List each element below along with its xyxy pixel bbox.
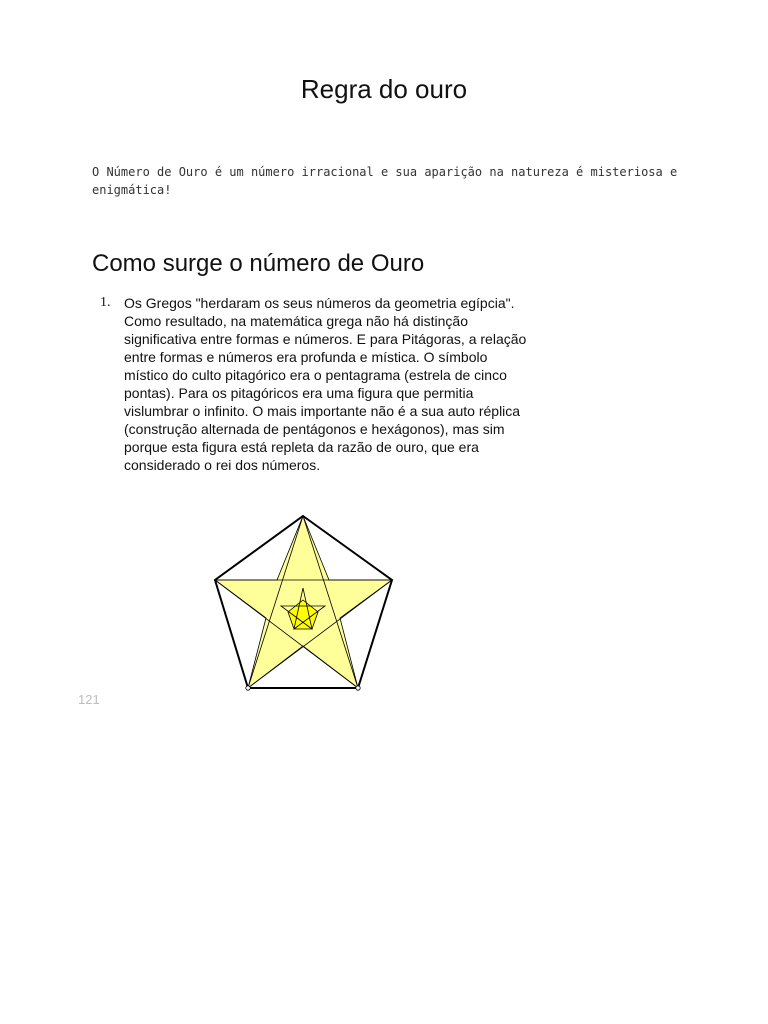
section-heading: Como surge o número de Ouro xyxy=(92,250,425,277)
vertex-dot xyxy=(356,686,360,690)
list-item-text: Os Gregos "herdaram os seus números da geometria egípcia". Como resultado, na matemática grega não há distinção significativa entre formas e números. E para Pitágoras, a relação entre formas e números era profunda e mística. O símbolo místico do culto pitagórico era o pentagrama (estrela de cinco pontas). Para os pitagóricos era uma figura que permitia vislumbrar o infinito. O mais importante não é a sua auto réplica (construção alternada de pentágonos e hexágonos), mas sim porque esta figura está repleta da razão de ouro, que era considerado o rei dos números. xyxy=(124,295,527,473)
intro-paragraph: O Número de Ouro é um número irracional e sua aparição na natureza é misteriosa e enigmática! xyxy=(92,165,678,197)
list-item-number: 1. xyxy=(100,295,111,310)
page-number: 121 xyxy=(78,692,100,707)
vertex-dot xyxy=(246,686,250,690)
page-title: Regra do ouro xyxy=(300,74,468,104)
pentagram-figure xyxy=(205,508,405,696)
